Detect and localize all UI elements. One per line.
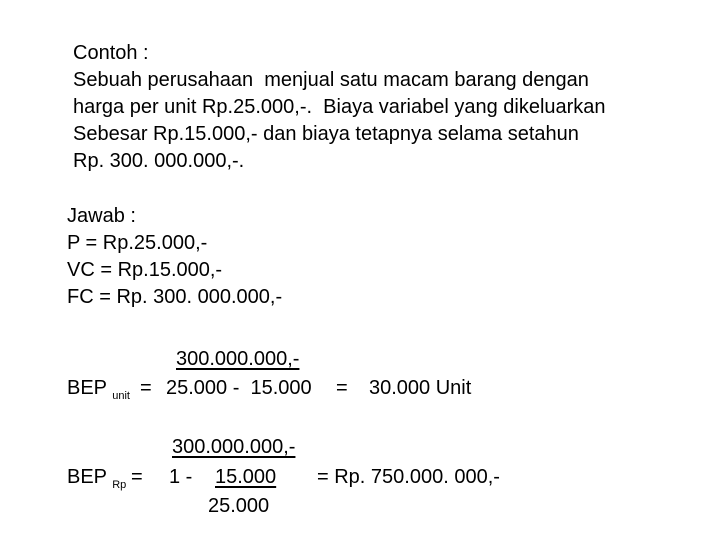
bep-rp-numerator: 300.000.000,- [172, 436, 296, 458]
bep-unit-result: 30.000 Unit [369, 377, 472, 399]
given-price: P = Rp.25.000,- [67, 232, 208, 254]
bep-unit-denominator: 25.000 - 15.000 [166, 377, 312, 399]
given-fixed-cost: FC = Rp. 300. 000.000,- [67, 286, 283, 308]
bep-rp-result: = Rp. 750.000. 000,- [317, 466, 500, 488]
bep-unit-label: BEP $_{unit}$ [67, 377, 130, 402]
bep-rp-subscript: Rp [112, 479, 127, 491]
bep-unit-numerator: 300.000.000,- [176, 348, 300, 370]
bep-rp-inner-numerator: 15.000 [215, 466, 277, 488]
bep-unit-result-equals: = [336, 377, 348, 399]
bep-rp-denominator-prefix: 1 - [169, 466, 193, 488]
answer-heading: Jawab : [67, 205, 136, 227]
bep-rp-equals: = [131, 466, 143, 488]
bep-rp-label: BEP $_{Rp}$ [67, 466, 127, 491]
example-heading: Contoh : [73, 42, 149, 64]
example-line: Rp. 300. 000.000,-. [73, 150, 245, 172]
example-line: Sebesar Rp.15.000,- dan biaya tetapnya selama setahun [73, 123, 579, 145]
example-line: Sebuah perusahaan menjual satu macam barang dengan [73, 69, 589, 91]
bep-unit-subscript: unit [112, 390, 130, 402]
example-line: harga per unit Rp.25.000,-. Biaya variabel yang dikeluarkan [73, 96, 606, 118]
bep-unit-equals: = [140, 377, 152, 399]
bep-rp-inner-denominator: 25.000 [208, 495, 270, 517]
given-variable-cost: VC = Rp.15.000,- [67, 259, 223, 281]
